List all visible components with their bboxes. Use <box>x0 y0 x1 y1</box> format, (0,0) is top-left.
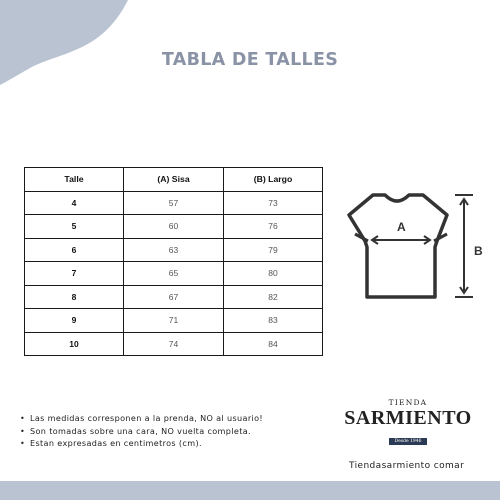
brand-logo <box>343 398 473 447</box>
note-item: • Estan expresadas en centimetros (cm). <box>20 438 202 448</box>
cell-talle: 8 <box>25 285 124 309</box>
cell-sisa: 65 <box>124 262 224 286</box>
note-text: Son tomadas sobre una cara, NO vuelta completa. <box>30 425 251 436</box>
cell-sisa: 74 <box>124 332 224 356</box>
cell-largo: 76 <box>224 215 323 239</box>
table-row <box>25 238 323 262</box>
tshirt-measurement-diagram <box>335 185 485 310</box>
cell-talle: 4 <box>25 191 124 215</box>
note-text: Las medidas corresponen a la prenda, NO al usuario! <box>30 413 264 423</box>
label-b: B <box>474 244 483 258</box>
table-row <box>25 262 323 286</box>
cell-largo: 83 <box>224 309 323 333</box>
cell-talle: 10 <box>25 332 124 356</box>
table-row <box>25 191 323 215</box>
cell-sisa: 60 <box>124 215 224 239</box>
cell-sisa: 57 <box>124 191 224 215</box>
cell-sisa: 63 <box>124 238 224 262</box>
cell-largo: 82 <box>224 285 323 309</box>
page-title: TABLA DE TALLES <box>161 50 339 70</box>
tshirt-icon <box>349 195 447 297</box>
note-text: Estan expresadas en centimetros (cm). <box>30 438 202 448</box>
table-row <box>25 332 323 356</box>
note-item: • Las medidas corresponen a la prenda, NO al usuario! <box>20 413 264 423</box>
size-table <box>24 167 323 356</box>
cell-talle: 7 <box>25 262 124 286</box>
cell-sisa: 71 <box>124 309 224 333</box>
brand-tagline: Desde 1946 <box>389 438 426 445</box>
website-text: Tiendasarmiento comar <box>349 461 465 471</box>
decorative-blob <box>0 0 140 85</box>
note-item: • Son tomadas sobre una cara, NO vuelta completa. <box>20 425 251 436</box>
cell-talle: 5 <box>25 215 124 239</box>
cell-talle: 9 <box>25 309 124 333</box>
cell-talle: 6 <box>25 238 124 262</box>
header-talle: Talle <box>25 168 124 192</box>
table-row <box>25 215 323 239</box>
notes-list <box>20 412 263 450</box>
table-row <box>25 309 323 333</box>
header-largo: (B) Largo <box>224 168 323 192</box>
cell-largo: 79 <box>224 238 323 262</box>
cell-largo: 84 <box>224 332 323 356</box>
cell-largo: 73 <box>224 191 323 215</box>
brand-name: SARMIENTO <box>344 407 472 429</box>
brand-top: TIENDA <box>388 398 428 407</box>
footer-band <box>0 481 500 500</box>
cell-largo: 80 <box>224 262 323 286</box>
header-sisa: (A) Sisa <box>124 168 224 192</box>
table-row <box>25 285 323 309</box>
cell-sisa: 67 <box>124 285 224 309</box>
label-a: A <box>397 220 406 234</box>
table-header-row <box>25 168 323 192</box>
